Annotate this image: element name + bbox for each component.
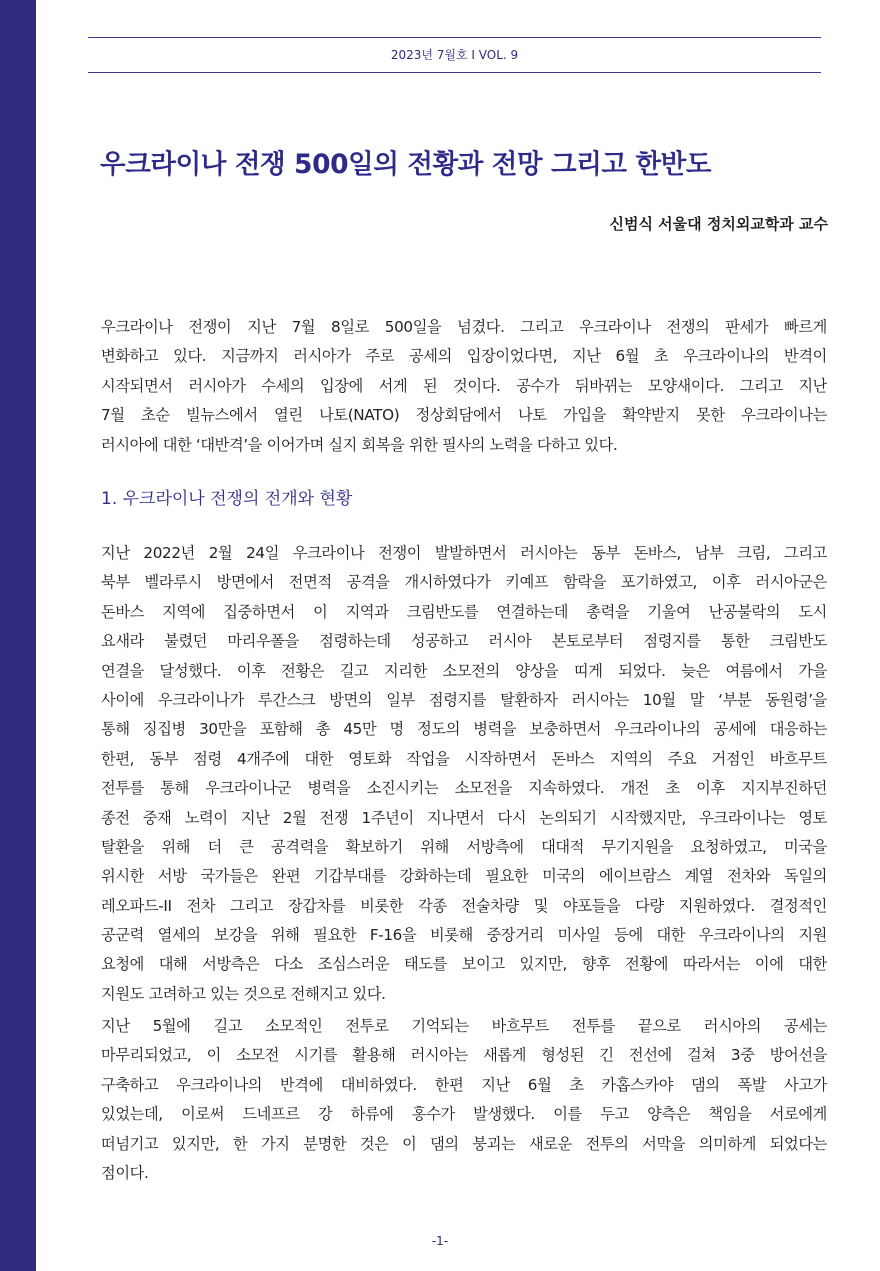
- paragraph-line: 점이다.: [101, 1163, 149, 1182]
- header-bottom-rule: [88, 72, 821, 73]
- paragraph-line: 있었는데, 이로써 드네프르 강 하류에 홍수가 발생했다. 이를 두고 양측은 책임을 서로에게: [101, 1105, 827, 1124]
- paragraph-line: 떠넘기고 있지만, 한 가지 분명한 것은 이 댐의 붕괴는 새로운 전투의 서막을 의미하게 되었다는: [101, 1134, 827, 1153]
- article-title: 우크라이나 전쟁 500일의 전황과 전망 그리고 한반도: [100, 149, 712, 180]
- header-top-rule: [88, 37, 821, 38]
- paragraph-line: 7월 초순 빌뉴스에서 열린 나토(NATO) 정상회담에서 나토 가입을 확약받지 못한 우크라이나는: [101, 406, 827, 425]
- paragraph-line: 사이에 우크라이나가 루간스크 방면의 일부 점령지를 탈환하자 러시아는 10월 말 ‘부분 동원령’을: [101, 690, 827, 709]
- paragraph-line: 탈환을 위해 더 큰 공격력을 확보하기 위해 서방측에 대대적 무기지원을 요청하였고, 미국을: [101, 837, 827, 856]
- section1-paragraph-1: [101, 539, 827, 1009]
- paragraph-line: 종전 중재 노력이 지난 2월 전쟁 1주년이 지나면서 다시 논의되기 시작했지만, 우크라이나는 영토: [101, 808, 827, 827]
- section1-paragraph-2: [101, 1012, 827, 1188]
- paragraph-line: 지난 2022년 2월 24일 우크라이나 전쟁이 발발하면서 러시아는 동부 돈바스, 남부 크림, 그리고: [101, 544, 827, 562]
- paragraph-line: 러시아에 대한 ‘대반격’을 이어가며 실지 회복을 위한 필사의 노력을 다하고 있다.: [101, 435, 618, 454]
- paragraph-line: 공군력 열세의 보강을 위해 필요한 F-16을 비롯해 중장거리 미사일 등에 대한 우크라이나의 지원: [101, 926, 827, 945]
- paragraph-line: 시작되면서 러시아가 수세의 입장에 서게 된 것이다. 공수가 뒤바뀌는 모양새이다. 그리고 지난: [101, 376, 827, 395]
- intro-paragraph: [101, 313, 827, 460]
- author-byline: 신범식 서울대 정치외교학과 교수: [609, 215, 828, 233]
- paragraph-line: 변화하고 있다. 지금까지 러시아가 주로 공세의 입장이었다면, 지난 6월 초 우크라이나의 반격이: [101, 347, 827, 366]
- paragraph-line: 통해 징집병 30만을 포함해 총 45만 명 정도의 병력을 보충하면서 우크라이나의 공세에 대응하는: [101, 720, 827, 739]
- section-heading: 1. 우크라이나 전쟁의 전개와 현황: [101, 489, 353, 509]
- paragraph-line: 요청에 대해 서방측은 다소 조심스러운 태도를 보이고 있지만, 향후 전황에 따라서는 이에 대한: [101, 955, 827, 974]
- paragraph-line: 레오파드-II 전차 그리고 장갑차를 비롯한 각종 전술차량 및 야포들을 다량 지원하였다. 결정적인: [101, 896, 827, 915]
- paragraph-line: 우크라이나 전쟁이 지난 7월 8일로 500일을 넘겼다. 그리고 우크라이나 전쟁의 판세가 빠르게: [101, 318, 827, 336]
- page-number: -1-: [431, 1234, 449, 1248]
- paragraph-line: 지원도 고려하고 있는 것으로 전해지고 있다.: [101, 984, 386, 1003]
- paragraph-line: 마무리되었고, 이 소모전 시기를 활용해 러시아는 새롭게 형성된 긴 전선에 걸쳐 3중 방어선을: [101, 1046, 827, 1065]
- paragraph-line: 한편, 동부 점령 4개주에 대한 영토화 작업을 시작하면서 돈바스 지역의 주요 거점인 바흐무트: [101, 749, 827, 768]
- paragraph-line: 구축하고 우크라이나의 반격에 대비하였다. 한편 지난 6월 초 카홉스카야 댐의 폭발 사고가: [101, 1075, 827, 1094]
- paragraph-line: 돈바스 지역에 집중하면서 이 지역과 크림반도를 연결하는데 총력을 기울여 난공불락의 도시: [101, 602, 827, 621]
- paragraph-line: 요새라 불렸던 마리우폴을 점령하는데 성공하고 러시아 본토로부터 점령지를 통한 크림반도: [101, 632, 827, 651]
- paragraph-line: 연결을 달성했다. 이후 전황은 길고 지리한 소모전의 양상을 띠게 되었다. 늦은 여름에서 가을: [101, 661, 827, 680]
- side-accent-bar: [0, 0, 36, 1271]
- paragraph-line: 전투를 통해 우크라이나군 병력을 소진시키는 소모전을 지속하였다. 개전 초 이후 지지부진하던: [101, 779, 827, 798]
- issue-label: 2023년 7월호 I VOL. 9: [390, 48, 519, 62]
- paragraph-line: 북부 벨라루시 방면에서 전면적 공격을 개시하였다가 키예프 함락을 포기하였고, 이후 러시아군은: [101, 573, 827, 592]
- paragraph-line: 위시한 서방 국가들은 완편 기갑부대를 강화하는데 필요한 미국의 에이브람스 계열 전차와 독일의: [101, 867, 827, 886]
- paragraph-line: 지난 5월에 길고 소모적인 전투로 기억되는 바흐무트 전투를 끝으로 러시아의 공세는: [101, 1017, 827, 1035]
